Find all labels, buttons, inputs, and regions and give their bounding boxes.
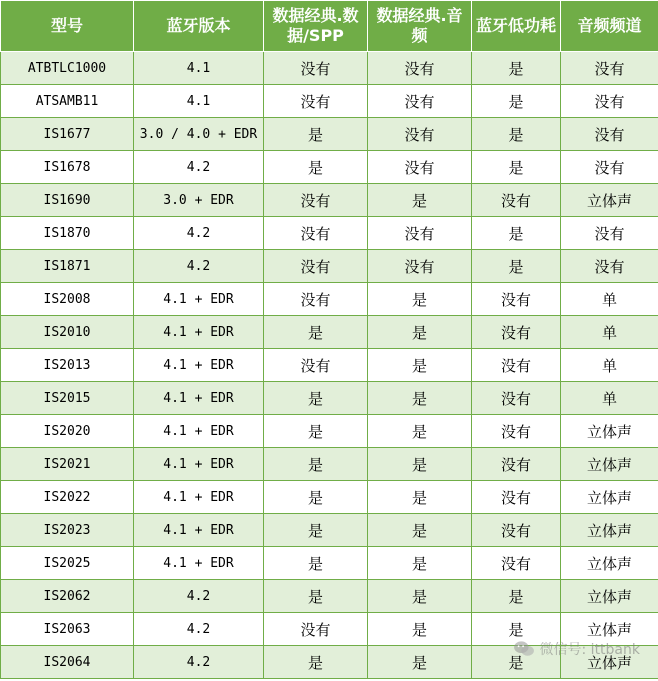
cell-audio-channel: 立体声 (561, 448, 658, 481)
header-ble: 蓝牙低功耗 (472, 1, 561, 52)
cell-ble: 没有 (472, 448, 561, 481)
wechat-icon (513, 640, 535, 658)
table-row (1, 481, 658, 514)
watermark (513, 639, 640, 659)
cell-model: IS2062 (1, 580, 134, 613)
cell-model: IS1678 (1, 151, 134, 184)
cell-classic-audio: 是 (368, 547, 472, 580)
cell-model: IS1690 (1, 184, 134, 217)
cell-bt-version: 4.1 + EDR (134, 316, 264, 349)
table-row (1, 118, 658, 151)
cell-ble: 是 (472, 52, 561, 85)
cell-bt-version: 4.1 (134, 52, 264, 85)
cell-classic-audio: 是 (368, 481, 472, 514)
cell-bt-version: 3.0 / 4.0 + EDR (134, 118, 264, 151)
cell-model: IS2008 (1, 283, 134, 316)
table-row (1, 349, 658, 382)
cell-classic-data-spp: 是 (264, 481, 368, 514)
cell-bt-version: 4.1 + EDR (134, 547, 264, 580)
cell-classic-data-spp: 是 (264, 580, 368, 613)
table-row (1, 217, 658, 250)
cell-classic-audio: 没有 (368, 118, 472, 151)
cell-classic-data-spp: 是 (264, 547, 368, 580)
cell-classic-data-spp: 是 (264, 514, 368, 547)
cell-bt-version: 4.1 + EDR (134, 481, 264, 514)
cell-audio-channel: 单 (561, 382, 658, 415)
cell-classic-audio: 没有 (368, 52, 472, 85)
cell-classic-audio: 没有 (368, 250, 472, 283)
cell-audio-channel: 立体声 (561, 547, 658, 580)
cell-classic-audio: 是 (368, 415, 472, 448)
cell-classic-data-spp: 没有 (264, 349, 368, 382)
cell-bt-version: 4.1 + EDR (134, 415, 264, 448)
cell-ble: 是 (472, 118, 561, 151)
cell-audio-channel: 立体声 (561, 580, 658, 613)
cell-classic-data-spp: 没有 (264, 85, 368, 118)
cell-model: IS2015 (1, 382, 134, 415)
cell-audio-channel: 立体声 (561, 646, 658, 679)
cell-ble: 没有 (472, 415, 561, 448)
cell-audio-channel: 立体声 (561, 184, 658, 217)
cell-classic-audio: 是 (368, 184, 472, 217)
cell-classic-audio: 没有 (368, 151, 472, 184)
cell-classic-data-spp: 是 (264, 415, 368, 448)
table-row (1, 283, 658, 316)
cell-audio-channel: 立体声 (561, 514, 658, 547)
cell-ble: 是 (472, 646, 561, 679)
cell-classic-data-spp: 没有 (264, 184, 368, 217)
cell-classic-data-spp: 没有 (264, 217, 368, 250)
cell-classic-data-spp: 没有 (264, 250, 368, 283)
table-row (1, 382, 658, 415)
cell-ble: 没有 (472, 481, 561, 514)
cell-model: IS2021 (1, 448, 134, 481)
cell-model: ATBTLC1000 (1, 52, 134, 85)
cell-ble: 没有 (472, 316, 561, 349)
cell-model: IS1677 (1, 118, 134, 151)
cell-classic-audio: 是 (368, 448, 472, 481)
cell-model: IS2064 (1, 646, 134, 679)
cell-classic-data-spp: 没有 (264, 52, 368, 85)
cell-ble: 没有 (472, 547, 561, 580)
cell-model: IS2022 (1, 481, 134, 514)
table-header (1, 1, 658, 52)
header-classic-audio: 数据经典.音频 (368, 1, 472, 52)
header-classic-data-spp: 数据经典.数据/SPP (264, 1, 368, 52)
cell-audio-channel: 单 (561, 283, 658, 316)
cell-ble: 是 (472, 613, 561, 646)
cell-audio-channel: 没有 (561, 52, 658, 85)
table-row (1, 514, 658, 547)
cell-model: IS2063 (1, 613, 134, 646)
cell-bt-version: 3.0 + EDR (134, 184, 264, 217)
cell-model: IS2020 (1, 415, 134, 448)
table-row (1, 448, 658, 481)
cell-model: IS2025 (1, 547, 134, 580)
cell-ble: 没有 (472, 184, 561, 217)
cell-model: IS1870 (1, 217, 134, 250)
table-row (1, 184, 658, 217)
cell-ble: 没有 (472, 382, 561, 415)
cell-bt-version: 4.1 (134, 85, 264, 118)
cell-model: IS2010 (1, 316, 134, 349)
cell-classic-audio: 是 (368, 316, 472, 349)
cell-bt-version: 4.2 (134, 151, 264, 184)
table-row (1, 151, 658, 184)
cell-classic-data-spp: 没有 (264, 283, 368, 316)
cell-bt-version: 4.2 (134, 217, 264, 250)
cell-classic-audio: 是 (368, 283, 472, 316)
cell-bt-version: 4.2 (134, 250, 264, 283)
table-row (1, 85, 658, 118)
table-row (1, 52, 658, 85)
cell-model: IS2023 (1, 514, 134, 547)
cell-classic-audio: 是 (368, 580, 472, 613)
cell-model: ATSAMB11 (1, 85, 134, 118)
header-model: 型号 (1, 1, 134, 52)
cell-classic-data-spp: 是 (264, 448, 368, 481)
cell-bt-version: 4.2 (134, 646, 264, 679)
cell-classic-audio: 是 (368, 646, 472, 679)
cell-classic-audio: 是 (368, 514, 472, 547)
cell-ble: 是 (472, 85, 561, 118)
cell-model: IS2013 (1, 349, 134, 382)
table-row (1, 547, 658, 580)
cell-bt-version: 4.2 (134, 580, 264, 613)
cell-bt-version: 4.2 (134, 613, 264, 646)
header-row (1, 1, 658, 52)
cell-classic-audio: 没有 (368, 85, 472, 118)
cell-audio-channel: 没有 (561, 85, 658, 118)
cell-bt-version: 4.1 + EDR (134, 283, 264, 316)
header-audio-channel: 音频频道 (561, 1, 658, 52)
cell-model: IS1871 (1, 250, 134, 283)
cell-audio-channel: 单 (561, 349, 658, 382)
cell-ble: 是 (472, 217, 561, 250)
cell-ble: 是 (472, 250, 561, 283)
watermark-text: 微信号: ittbank (539, 642, 640, 658)
cell-bt-version: 4.1 + EDR (134, 349, 264, 382)
cell-classic-data-spp: 是 (264, 316, 368, 349)
cell-ble: 没有 (472, 514, 561, 547)
cell-bt-version: 4.1 + EDR (134, 448, 264, 481)
cell-audio-channel: 没有 (561, 250, 658, 283)
cell-audio-channel: 没有 (561, 217, 658, 250)
cell-ble: 没有 (472, 349, 561, 382)
table-row (1, 580, 658, 613)
cell-classic-data-spp: 是 (264, 646, 368, 679)
cell-classic-audio: 没有 (368, 217, 472, 250)
cell-classic-audio: 是 (368, 382, 472, 415)
cell-bt-version: 4.1 + EDR (134, 514, 264, 547)
cell-ble: 是 (472, 151, 561, 184)
cell-classic-audio: 是 (368, 349, 472, 382)
cell-classic-data-spp: 没有 (264, 613, 368, 646)
table-row (1, 415, 658, 448)
cell-ble: 是 (472, 580, 561, 613)
table-row (1, 316, 658, 349)
cell-bt-version: 4.1 + EDR (134, 382, 264, 415)
cell-audio-channel: 立体声 (561, 481, 658, 514)
cell-audio-channel: 没有 (561, 151, 658, 184)
cell-classic-audio: 是 (368, 613, 472, 646)
cell-audio-channel: 单 (561, 316, 658, 349)
cell-ble: 没有 (472, 283, 561, 316)
cell-classic-data-spp: 是 (264, 151, 368, 184)
table-body (1, 52, 658, 679)
cell-classic-data-spp: 是 (264, 382, 368, 415)
table-row (1, 250, 658, 283)
cell-audio-channel: 立体声 (561, 613, 658, 646)
cell-audio-channel: 立体声 (561, 415, 658, 448)
header-bt-version: 蓝牙版本 (134, 1, 264, 52)
cell-audio-channel: 没有 (561, 118, 658, 151)
cell-classic-data-spp: 是 (264, 118, 368, 151)
